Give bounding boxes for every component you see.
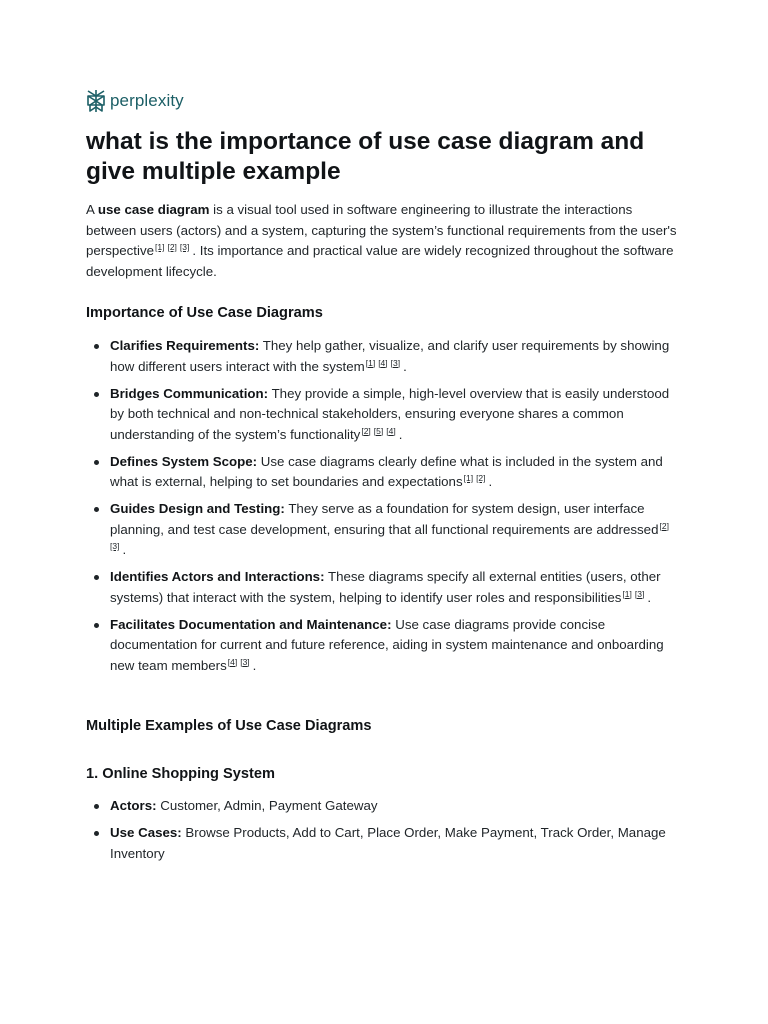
citation-group bbox=[155, 242, 192, 252]
citation-group bbox=[361, 426, 398, 436]
intro-paragraph bbox=[86, 200, 686, 282]
item-term: Clarifies Requirements: bbox=[110, 338, 260, 353]
intro-text-a: A bbox=[86, 202, 98, 217]
item-term: Defines System Scope: bbox=[110, 453, 258, 469]
item-term: Identifies Actors and Interactions: bbox=[110, 569, 325, 584]
item-term: Guides Design and Testing: bbox=[110, 501, 285, 516]
item-term: Bridges Communication: bbox=[110, 385, 269, 401]
example-1-heading: 1. Online Shopping System bbox=[86, 766, 275, 782]
importance-list bbox=[86, 336, 686, 683]
brand-logo[interactable] bbox=[86, 89, 184, 113]
citation-link[interactable]: [1] bbox=[365, 357, 376, 368]
citation-link[interactable]: [1] bbox=[155, 242, 165, 252]
citation-link[interactable]: [4] bbox=[386, 425, 396, 436]
item-end: . bbox=[122, 542, 127, 557]
item-end: . bbox=[252, 657, 257, 673]
citation-group bbox=[366, 358, 403, 368]
item-text: They provide a simple, high-level overview that is easily understood by both technical and non-technical stakeholders, ensuring everyone shares a common understanding of the system’s functionality bbox=[110, 385, 670, 442]
citation-link[interactable]: [4] bbox=[378, 357, 388, 368]
list-item bbox=[86, 567, 686, 608]
importance-heading: Importance of Use Case Diagrams bbox=[86, 305, 323, 321]
item-text: Use case diagrams clearly define what is included in the system and what is external, helping to set boundaries and expectations bbox=[110, 453, 663, 489]
item-term: Use Cases: bbox=[110, 825, 182, 840]
citation-group bbox=[622, 589, 647, 599]
example-1-list bbox=[86, 796, 686, 871]
item-text: These diagrams specify all external entities (users, other systems) that interact with the system, helping to identify user roles and responsibilities bbox=[110, 569, 661, 605]
brand-name: perplexity bbox=[110, 91, 184, 110]
citation-link[interactable]: [1] bbox=[622, 588, 632, 599]
item-text: They serve as a foundation for system design, user interface planning, and test case development, ensuring that all functional requirements are addressed bbox=[110, 501, 659, 537]
page-title: what is the importance of use case diagram and give multiple example bbox=[86, 128, 645, 185]
item-term: Facilitates Documentation and Maintenance: bbox=[110, 616, 392, 632]
list-item bbox=[86, 452, 686, 493]
citation-link[interactable]: [3] bbox=[390, 357, 401, 368]
item-text: Browse Products, Add to Cart, Place Order, Make Payment, Track Order, Manage Inventory bbox=[110, 825, 666, 861]
item-text: They help gather, visualize, and clarify user requirements by showing how different users interact with the system bbox=[110, 338, 670, 374]
citation-link[interactable]: [2] bbox=[659, 520, 669, 531]
list-item bbox=[86, 796, 686, 817]
citation-group bbox=[228, 657, 253, 667]
list-item bbox=[86, 336, 686, 377]
list-item bbox=[86, 823, 686, 864]
citation-link[interactable]: [3] bbox=[179, 242, 190, 252]
item-end: . bbox=[403, 358, 407, 374]
citation-link[interactable]: [4] bbox=[227, 656, 238, 667]
list-item bbox=[86, 499, 686, 561]
item-end: . bbox=[398, 426, 403, 442]
citation-link[interactable]: [2] bbox=[361, 425, 371, 436]
intro-bold-term: use case diagram bbox=[97, 202, 210, 217]
examples-heading: Multiple Examples of Use Case Diagrams bbox=[86, 718, 372, 734]
citation-link[interactable]: [2] bbox=[167, 242, 177, 252]
citation-link[interactable]: [5] bbox=[373, 425, 384, 436]
perplexity-logo-icon bbox=[86, 89, 106, 113]
intro-text-b: is a visual tool used in software engineering to illustrate the interactions between users (actors) and a system, capturing the system’s functional requirements from the user's perspective bbox=[86, 202, 677, 258]
list-item bbox=[86, 615, 686, 677]
citation-link[interactable]: [3] bbox=[634, 588, 645, 599]
citation-link[interactable]: [3] bbox=[110, 541, 120, 551]
list-item bbox=[86, 384, 686, 446]
item-term: Actors: bbox=[110, 798, 157, 813]
item-text: Customer, Admin, Payment Gateway bbox=[156, 798, 378, 813]
intro-text-c: . Its importance and practical value are widely recognized throughout the software development lifecycle. bbox=[86, 243, 674, 279]
item-end: . bbox=[647, 589, 652, 605]
item-text: Use case diagrams provide concise documentation for current and future reference, aiding in system maintenance and onboarding new team members bbox=[110, 616, 664, 673]
item-end: . bbox=[488, 474, 493, 489]
citation-link[interactable]: [2] bbox=[476, 473, 486, 483]
citation-group bbox=[464, 473, 489, 483]
citation-link[interactable]: [1] bbox=[463, 473, 474, 483]
citation-link[interactable]: [3] bbox=[240, 656, 250, 667]
